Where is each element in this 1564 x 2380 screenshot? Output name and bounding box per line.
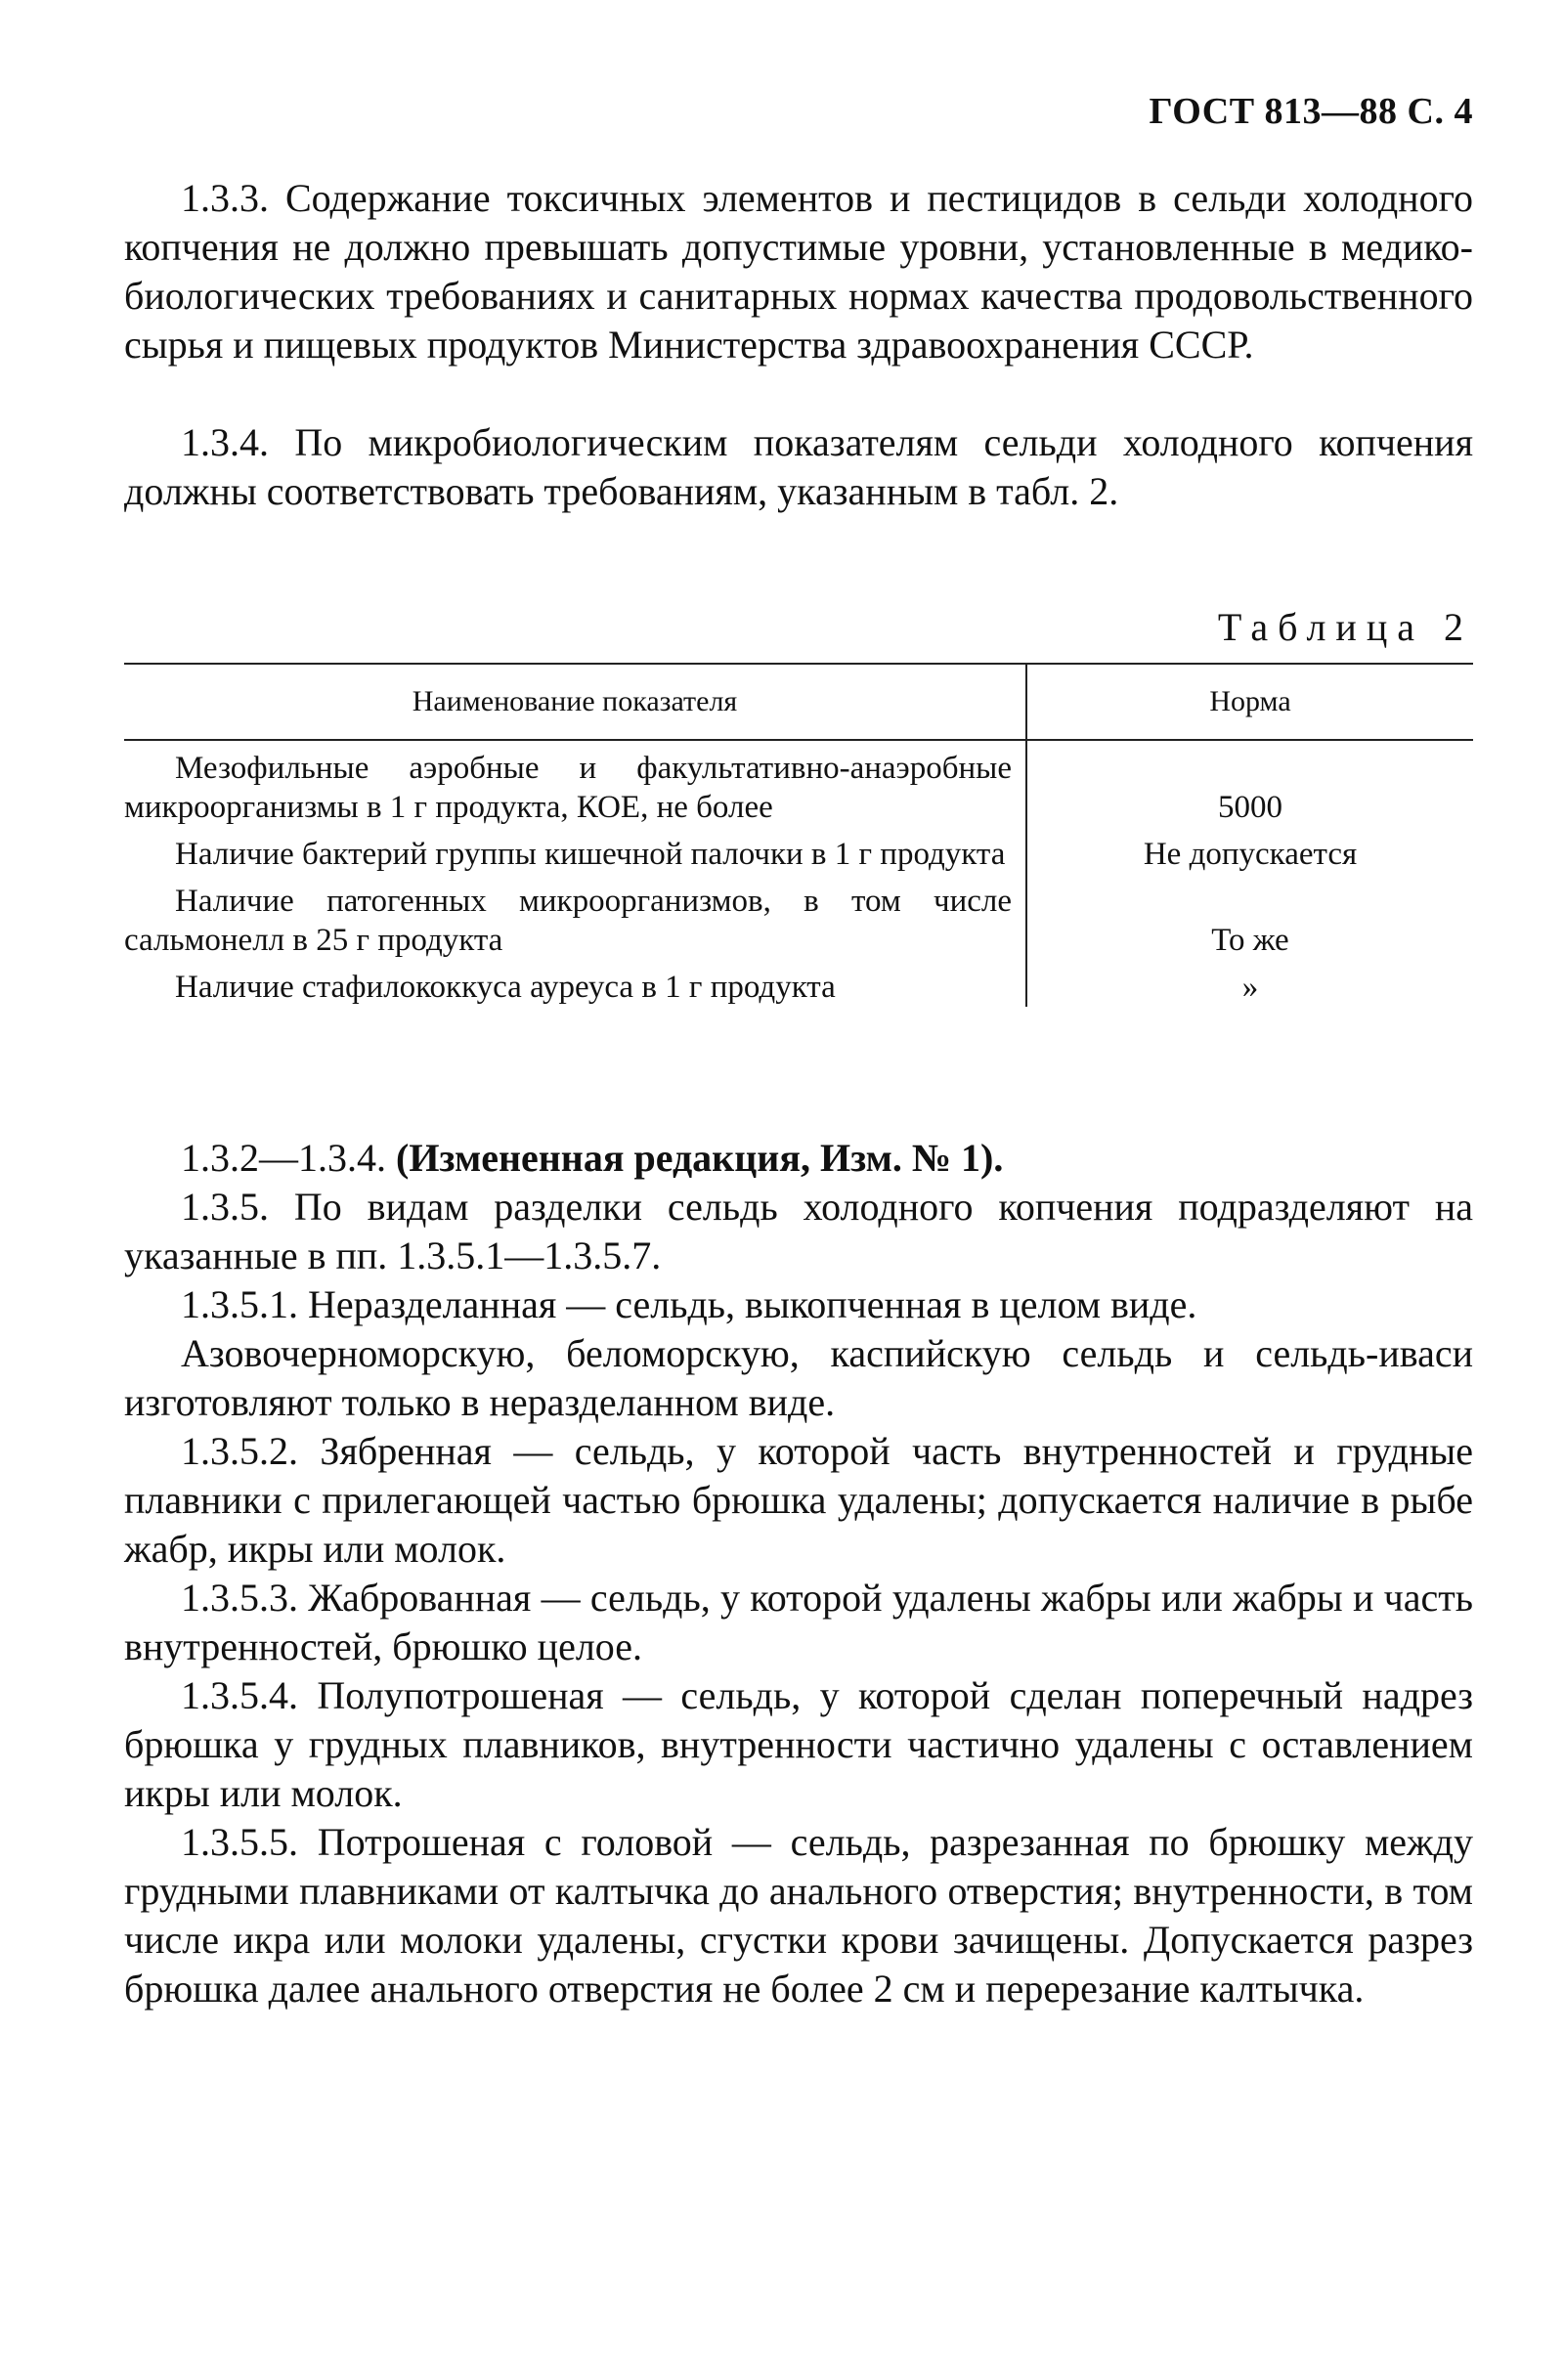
table-header-row (124, 664, 1473, 740)
paragraph-1-3-5-1: 1.3.5.1. Неразделанная — сельдь, выкопченная в целом виде. (181, 1282, 1197, 1326)
amendment-text: (Измененная редакция, Изм. № 1). (396, 1136, 1004, 1180)
indicator-name: Мезофильные аэробные и факультативно-анаэробные микроорганизмы в 1 г продукта, КОЕ, не более (124, 740, 1026, 827)
indicator-name: Наличие стафилококкуса ауреуса в 1 г продукта (124, 960, 1026, 1007)
table-row (124, 740, 1473, 827)
paragraph-1-3-5-1-note: Азовочерноморскую, беломорскую, каспийскую сельдь и сельдь-иваси изготовляют только в неразделанном виде. (124, 1331, 1473, 1424)
header-indicator-name: Наименование показателя (124, 664, 1026, 740)
paragraph-1-3-4: 1.3.4. По микробиологическим показателям сельди холодного копчения должны соответствовать требованиям, указанным в табл. 2. (124, 420, 1473, 513)
paragraph-1-3-5-4: 1.3.5.4. Полупотрошеная — сельдь, у которой сделан поперечный надрез брюшка у грудных плавников, внутренности частично удалены с оставлением икры или молок. (124, 1673, 1473, 1815)
header-norm: Норма (1026, 664, 1473, 740)
indicator-norm: То же (1211, 923, 1289, 958)
paragraph-1-3-3: 1.3.3. Содержание токсичных элементов и пестицидов в сельди холодного копчения не должно превышать допустимые уровни, установленные в медико-биологических требованиях и санитарных нормах качества продовольственного сырья и пищевых продуктов Министерства здравоохранения СССР. (124, 176, 1473, 367)
indicator-norm: » (1241, 970, 1259, 1005)
table-row (124, 827, 1473, 874)
paragraph-1-3-5: 1.3.5. По видам разделки сельдь холодного копчения подразделяют на указанные в пп. 1.3.5.1—1.3.5.7. (124, 1185, 1473, 1277)
indicator-norm: 5000 (1218, 790, 1282, 825)
amendment-note (124, 1134, 1473, 1183)
microbiology-table (124, 663, 1473, 1007)
paragraph-1-3-5-2: 1.3.5.2. Зябренная — сельдь, у которой часть внутренностей и грудные плавники с прилегающей частью брюшка удалены; допускается наличие в рыбе жабр, икры или молок. (124, 1429, 1473, 1571)
paragraph-1-3-5-3: 1.3.5.3. Жаброванная — сельдь, у которой удалены жабры или жабры и часть внутренностей, брюшко целое. (124, 1576, 1473, 1668)
page-header: ГОСТ 813—88 С. 4 (1149, 91, 1473, 132)
table-row (124, 874, 1473, 960)
indicator-name: Наличие бактерий группы кишечной палочки в 1 г продукта (124, 827, 1026, 874)
indicator-name: Наличие патогенных микроорганизмов, в том числе сальмонелл в 25 г продукта (124, 874, 1026, 960)
body-text (124, 1134, 1473, 2013)
paragraph-1-3-5-5: 1.3.5.5. Потрошеная с головой — сельдь, разрезанная по брюшку между грудными плавниками от калтычка до анального отверстия; внутренности, в том числе икра или молоки удалены, сгустки крови зачищены. Допускается разрез брюшка далее анального отверстия не более 2 см и перерезание калтычка. (124, 1820, 1473, 2011)
table-row (124, 960, 1473, 1007)
amendment-ref: 1.3.2—1.3.4. (181, 1136, 386, 1180)
table-caption: Таблица 2 (1217, 605, 1473, 649)
indicator-norm: Не допускается (1143, 837, 1358, 872)
